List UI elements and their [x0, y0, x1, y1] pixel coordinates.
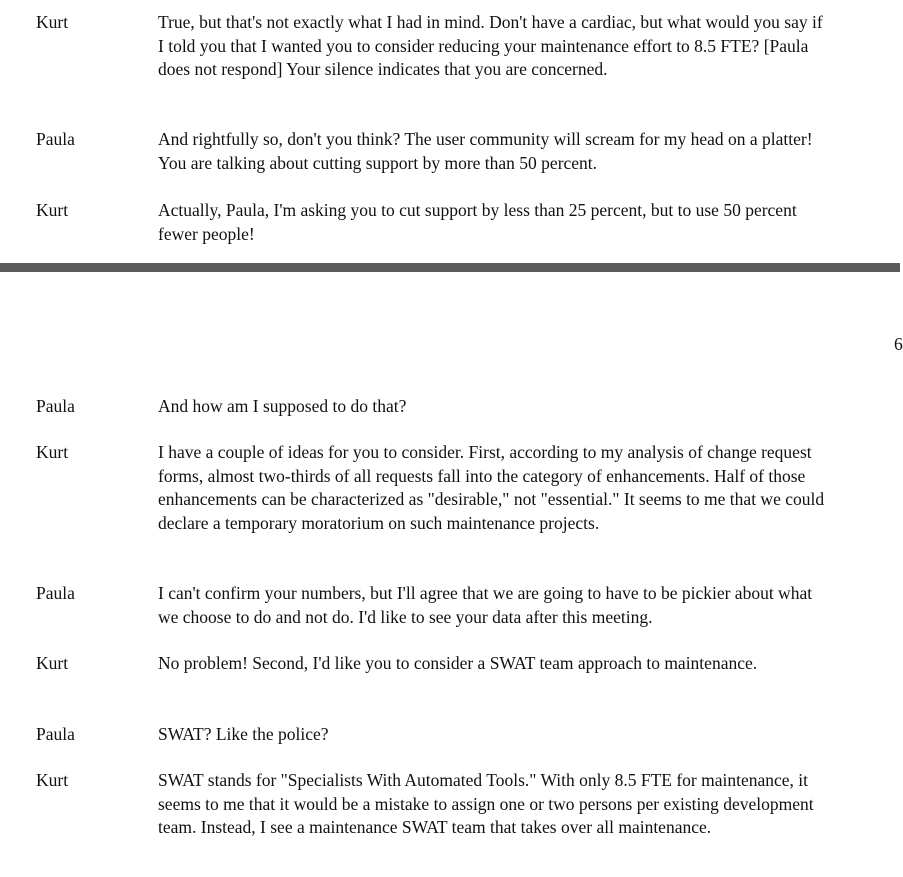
- speaker-name: Kurt: [36, 770, 69, 790]
- speaker-name: Paula: [36, 583, 75, 603]
- speech-text: And how am I supposed to do that?: [158, 396, 407, 416]
- speech-text: I can't confirm your numbers, but I'll agree that we are going to have to be pickier about what we choose to do and not do. I'd like to see your data after this meeting.: [158, 583, 813, 627]
- speaker-name: Paula: [36, 129, 75, 149]
- speaker-name: Kurt: [36, 442, 69, 462]
- page-break-divider: [0, 263, 900, 272]
- speaker-name: Kurt: [36, 653, 69, 673]
- speech-text: SWAT? Like the police?: [158, 724, 329, 744]
- speech-text: No problem! Second, I'd like you to consider a SWAT team approach to maintenance.: [158, 653, 758, 673]
- document-page-bottom: [0, 272, 903, 877]
- speech-text: I have a couple of ideas for you to consider. First, according to my analysis of change request forms, almost two-thirds of all requests fall into the category of enhancements. Half of those enhancements can be characterized as "desirable," not "essential." It seems to me that we could declare a temporary moratorium on such maintenance projects.: [158, 442, 825, 533]
- speaker-name: Kurt: [36, 12, 69, 32]
- speech-text: SWAT stands for "Specialists With Automated Tools." With only 8.5 FTE for maintenance, it seems to me that it would be a mistake to assign one or two persons per existing development team. Instead, I see a maintenance SWAT team that takes over all maintenance.: [158, 770, 814, 837]
- speech-text: True, but that's not exactly what I had in mind. Don't have a cardiac, but what would you say if I told you that I wanted you to consider reducing your maintenance effort to 8.5 FTE? [Paula does not respond] Your silence indicates that you are concerned.: [158, 12, 823, 79]
- speaker-name: Paula: [36, 396, 75, 416]
- page-number: 6: [894, 334, 903, 354]
- speech-text: Actually, Paula, I'm asking you to cut support by less than 25 percent, but to use 50 percent fewer people!: [158, 200, 797, 244]
- speech-text: And rightfully so, don't you think? The user community will scream for my head on a platter! You are talking about cutting support by more than 50 percent.: [158, 129, 813, 173]
- document-page-top: [0, 0, 900, 263]
- speaker-name: Kurt: [36, 200, 69, 220]
- speaker-name: Paula: [36, 724, 75, 744]
